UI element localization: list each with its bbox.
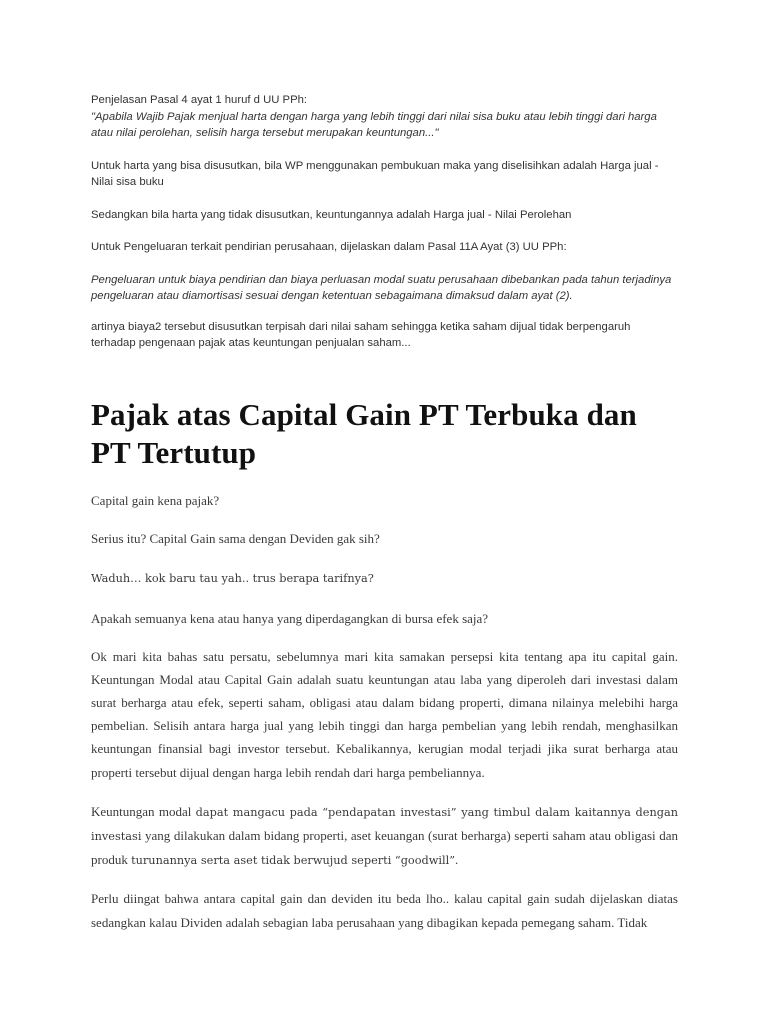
question-3: Waduh… kok baru tau yah.. trus berapa tarifnya?: [91, 571, 374, 585]
paragraph-investment-income-part-b: dapat mangacu pada “pendapatan investasi” yang timbul dalam kaitannya dengan investasi: [91, 805, 678, 843]
intro-paragraph-meaning: artinya biaya2 tersebut disusutkan terpisah dari nilai saham sehingga ketika saham dijual tidak berpengaruh terhadap pengenaan pajak atas keuntungan penjualan saham...: [91, 320, 631, 349]
intro-section: [91, 92, 678, 352]
article-title: Pajak atas Capital Gain PT Terbuka dan PT Tertutup: [91, 396, 637, 470]
paragraph-investment-income-part-a: Keuntungan modal: [91, 803, 196, 819]
paragraph-investment-income-part-c: yang dilakukan dalam bidang properti, aset keuangan (surat berharga) seperti saham atau obligasi dan produk: [91, 827, 678, 868]
paragraph-investment-income-part-d: turunannya serta aset tidak berwujud seperti “goodwill”: [131, 854, 456, 868]
intro-paragraph-depreciable: Untuk harta yang bisa disusutkan, bila WP menggunakan pembukuan maka yang diselisihkan adalah Harga jual - Nilai sisa buku: [91, 159, 659, 188]
paragraph-dividend-difference: Perlu diingat bahwa antara capital gain dan deviden itu beda lho.. kalau capital gain sudah dijelaskan diatas sedangkan kalau Dividen adalah sebagian laba perusahaan yang dibagikan kepada pemegang saham. Tidak: [91, 891, 678, 930]
paragraph-investment-income-part-e: .: [455, 852, 459, 868]
intro-paragraph-establishment: Untuk Pengeluaran terkait pendirian perusahaan, dijelaskan dalam Pasal 11A Ayat (3) UU PPh:: [91, 241, 567, 253]
intro-paragraph-nondepreciable: Sedangkan bila harta yang tidak disusutkan, keuntungannya adalah Harga jual - Nilai Perolehan: [91, 208, 572, 221]
question-4: Apakah semuanya kena atau hanya yang diperdagangkan di bursa efek saja?: [91, 610, 489, 626]
paragraph-investment-income: [91, 800, 678, 873]
intro-quote-pasal-4: "Apabila Wajib Pajak menjual harta dengan harga yang lebih tinggi dari nilai sisa buku atau lebih tinggi dari harga atau nilai perolehan, selisih harga tersebut merupakan keuntungan...": [91, 110, 657, 139]
intro-quote-pasal-11a: Pengeluaran untuk biaya pendirian dan biaya perluasan modal suatu perusahaan dibebankan pada tahun terjadinya pengeluaran atau diamortisasi sesuai dengan ketentuan sebagaimana dimaksud dalam ayat (2).: [91, 273, 672, 302]
question-1: Capital gain kena pajak?: [91, 492, 220, 508]
article-body: [91, 492, 678, 934]
paragraph-capital-gain-definition: Ok mari kita bahas satu persatu, sebelumnya mari kita samakan persepsi kita tentang apa itu capital gain. Keuntungan Modal atau Capital Gain adalah suatu keuntungan atau laba yang diperoleh dari investasi dalam surat berharga atau efek, seperti saham, obligasi atau dalam bidang properti, dimana nilainya melebihi harga pembelian. Selisih antara harga jual yang lebih tinggi dan harga pembelian yang lebih rendah, menghasilkan keuntungan finansial bagi investor tersebut. Kebalikannya, kerugian modal terjadi jika surat berharga atau properti tersebut dijual dengan harga lebih rendah dari harga pembeliannya.: [91, 648, 678, 780]
intro-reference-line: Penjelasan Pasal 4 ayat 1 huruf d UU PPh:: [91, 94, 308, 106]
question-2: Serius itu? Capital Gain sama dengan Deviden gak sih?: [91, 530, 380, 546]
